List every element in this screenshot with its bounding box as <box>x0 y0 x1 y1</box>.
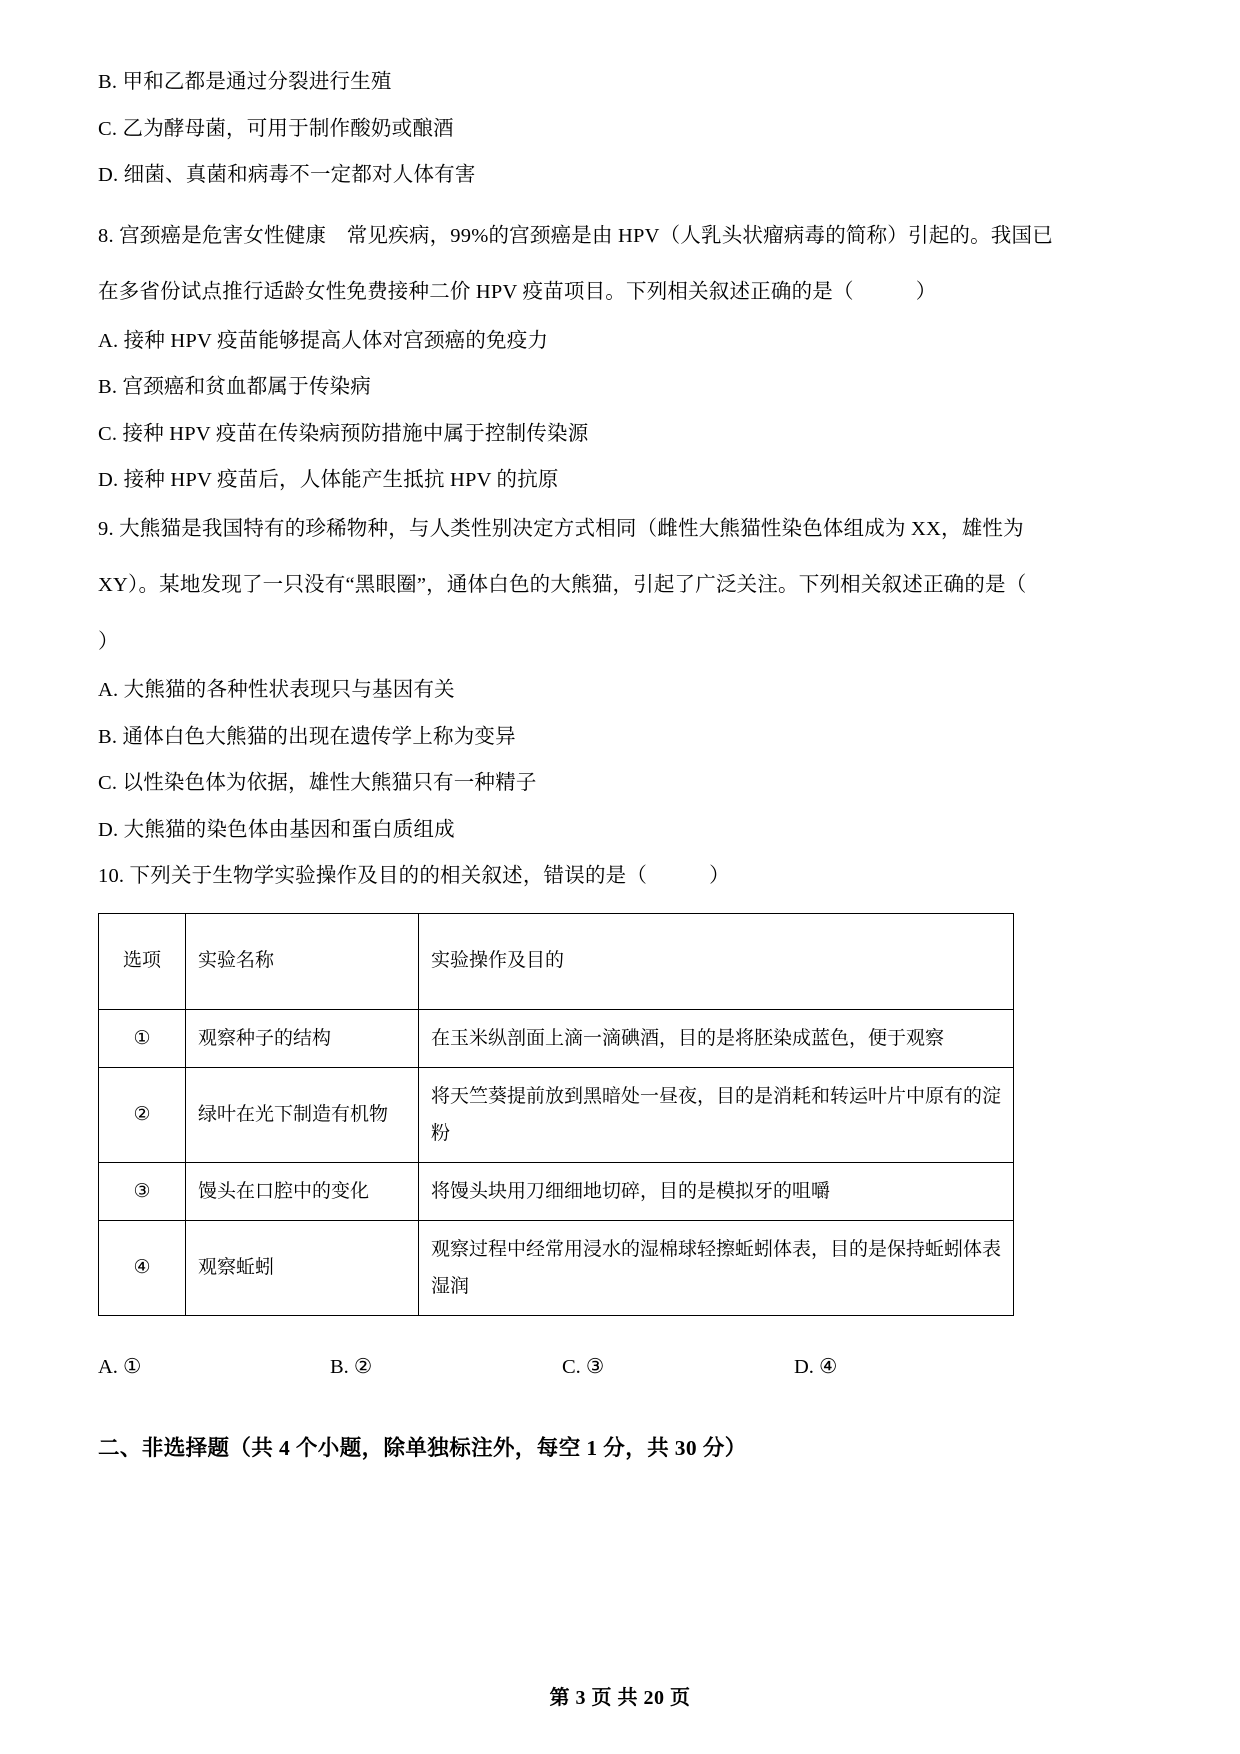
carryover-option-c: C. 乙为酵母菌，可用于制作酸奶或酿酒 <box>98 117 454 140</box>
row-name: 观察蚯蚓 <box>186 1220 419 1315</box>
question-8-option-b: B. 宫颈癌和贫血都属于传染病 <box>98 376 371 398</box>
row-desc: 观察过程中经常用浸水的湿棉球轻擦蚯蚓体表，目的是保持蚯蚓体表湿润 <box>419 1220 1014 1315</box>
page-footer: 第 3 页 共 20 页 <box>549 1687 691 1709</box>
table-header-row <box>99 913 1014 1009</box>
question-10-answer-choices <box>98 1354 1142 1379</box>
table-row <box>99 1067 1014 1162</box>
row-desc: 将天竺葵提前放到黑暗处一昼夜，目的是消耗和转运叶片中原有的淀粉 <box>419 1067 1014 1162</box>
row-name: 馒头在口腔中的变化 <box>186 1162 419 1220</box>
table-header-name: 实验名称 <box>186 913 419 1009</box>
question-9-option-a: A. 大熊猫的各种性状表现只与基因有关 <box>98 679 455 701</box>
row-option: ③ <box>99 1162 186 1220</box>
row-option: ④ <box>99 1220 186 1315</box>
table-header-desc: 实验操作及目的 <box>419 913 1014 1009</box>
answer-choice-d: D. ④ <box>794 1355 838 1378</box>
question-9-stem-line-2: XY）。某地发现了一只没有“黑眼圈”，通体白色的大熊猫，引起了广泛关注。下列相关叙述正确的是（ <box>98 574 1027 596</box>
answer-choice-c: C. ③ <box>562 1355 605 1378</box>
question-8-option-c: C. 接种 HPV 疫苗在传染病预防措施中属于控制传染源 <box>98 422 589 445</box>
question-8-option-d: D. 接种 HPV 疫苗后，人体能产生抵抗 HPV 的抗原 <box>98 469 559 491</box>
answer-choice-b: B. ② <box>330 1355 373 1378</box>
carryover-option-b: B. 甲和乙都是通过分裂进行生殖 <box>98 71 392 93</box>
table-row <box>99 1162 1014 1220</box>
experiment-table <box>98 913 1014 1316</box>
question-9-stem-line-3: ） <box>98 630 119 653</box>
question-9-option-d: D. 大熊猫的染色体由基因和蛋白质组成 <box>98 818 455 841</box>
question-9-stem-line-1: 9. 大熊猫是我国特有的珍稀物种，与人类性别决定方式相同（雌性大熊猫性染色体组成为 XX，雄性为 <box>98 517 1024 540</box>
table-header-option: 选项 <box>99 913 186 1009</box>
table-row <box>99 1009 1014 1067</box>
section-heading-non-choice: 二、非选择题（共 4 个小题，除单独标注外，每空 1 分，共 30 分） <box>98 1435 747 1460</box>
carryover-option-d: D. 细菌、真菌和病毒不一定都对人体有害 <box>98 164 476 186</box>
table-row <box>99 1220 1014 1315</box>
row-name: 绿叶在光下制造有机物 <box>186 1067 419 1162</box>
row-name: 观察种子的结构 <box>186 1009 419 1067</box>
question-9-option-c: C. 以性染色体为依据，雄性大熊猫只有一种精子 <box>98 772 537 794</box>
question-9-option-b: B. 通体白色大熊猫的出现在遗传学上称为变异 <box>98 725 516 748</box>
question-8-stem-line-1: 8. 宫颈癌是危害女性健康 常见疾病，99%的宫颈癌是由 HPV（人乳头状瘤病毒的简称）引起的。我国已 <box>98 224 1053 247</box>
question-8-stem-line-2: 在多省份试点推行适龄女性免费接种二价 HPV 疫苗项目。下列相关叙述正确的是（ ） <box>98 281 937 303</box>
row-option: ① <box>99 1009 186 1067</box>
row-desc: 在玉米纵剖面上滴一滴碘酒，目的是将胚染成蓝色，便于观察 <box>419 1009 1014 1067</box>
answer-choice-a: A. ① <box>98 1355 142 1378</box>
experiment-table-wrapper <box>98 913 1142 1316</box>
question-10-stem: 10. 下列关于生物学实验操作及目的的相关叙述，错误的是（ ） <box>98 865 730 887</box>
row-option: ② <box>99 1067 186 1162</box>
row-desc: 将馒头块用刀细细地切碎，目的是模拟牙的咀嚼 <box>419 1162 1014 1220</box>
question-8-option-a: A. 接种 HPV 疫苗能够提高人体对宫颈癌的免疫力 <box>98 329 549 352</box>
